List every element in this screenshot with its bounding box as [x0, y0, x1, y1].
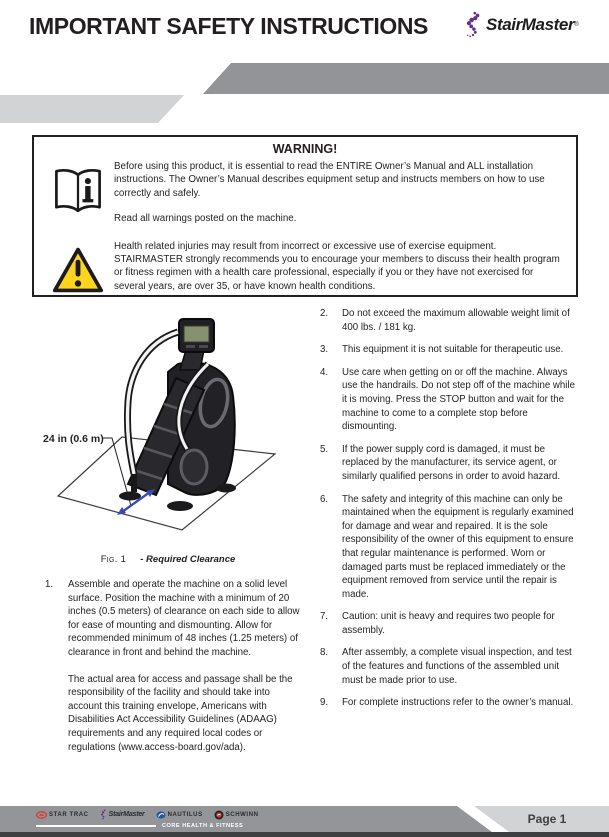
list-text: If the power supply cord is damaged, it must be replaced by the manufacturer, its service agent, or similarly qualified persons in order to avoid hazard.	[342, 443, 561, 482]
figure-caption-label: Fig. 1	[100, 554, 127, 565]
footer-bottom-strip	[0, 832, 609, 837]
list-item-1	[32, 578, 304, 660]
dimension-label: 24 in (0.6 m)	[43, 433, 104, 445]
warning-manual-text	[114, 160, 564, 226]
page-number: Page 1	[527, 812, 567, 826]
list-number: 4.	[320, 366, 329, 378]
list-item-1-continued: The actual area for access and passage shall be the responsibility of the facility and should take into account this training envelope, Americans with Disabilities Act Accessibility Guidelines (ADAAG) requirements and any required local codes or regulations (www.access-board.gov/ada).	[68, 673, 293, 753]
list-item-3	[318, 343, 578, 357]
list-text: Caution: unit is heavy and requires two people for assembly.	[342, 611, 555, 636]
warning-health-row	[46, 240, 564, 294]
stepmill-machine-drawing	[119, 319, 236, 511]
brand-nautilus: NAUTILUS	[156, 810, 203, 820]
stairmaster-logo-text: StairMaster	[486, 15, 575, 34]
page-title: IMPORTANT SAFETY INSTRUCTIONS	[29, 13, 428, 39]
star-trac-icon	[36, 811, 47, 819]
decorative-band-light	[0, 95, 609, 123]
stairmaster-logo	[463, 9, 579, 41]
list-text: Do not exceed the maximum allowable weight limit of 400 lbs. / 181 kg.	[342, 308, 570, 333]
list-number: 9.	[320, 697, 329, 709]
footer-brand-row	[36, 809, 259, 820]
warning-box	[32, 135, 578, 297]
warning-manual-row	[46, 160, 564, 226]
list-number: 8.	[320, 647, 329, 659]
brand-star-trac: STAR TRAC	[36, 811, 89, 819]
list-number: 2.	[320, 308, 329, 319]
list-text: This equipment it is not suitable for therapeutic use.	[342, 344, 564, 356]
brand-schwinn: SCHWINN	[214, 810, 259, 820]
stairmaster-swirl-icon	[463, 9, 483, 41]
warning-para-2: Read all warnings posted on the machine.	[114, 213, 297, 225]
list-number: 5.	[320, 443, 329, 455]
list-item-9	[318, 696, 578, 710]
decorative-band-dark	[0, 63, 609, 94]
list-item-5	[318, 443, 578, 484]
warning-triangle-icon	[50, 246, 106, 294]
list-text: Use care when getting on or off the machine. Always use the handrails. Do not step off of the machine while it is moving. Press the STOP button and wait for the machine to come to a complete stop before dismounting.	[342, 366, 576, 433]
schwinn-icon	[214, 810, 224, 820]
nautilus-icon	[156, 810, 166, 820]
list-item-6	[318, 493, 578, 602]
warning-para-1: Before using this product, it is essential to read the ENTIRE Owner’s Manual and ALL installation instructions. The Owner’s Manual describes equipment setup and instructs members on how to use correctly and safely.	[114, 161, 545, 199]
list-text: The safety and integrity of this machine can only be maintained when the equipment is regularly examined for damage and wear and repaired. It is the sole responsibility of the owner of this equipment to ensure that regular maintenance is performed. Worn or damaged parts must be replaced immediately or the equipment removed from service until the repair is made.	[342, 493, 574, 600]
owners-manual-book-icon	[50, 166, 106, 216]
list-number: 3.	[320, 344, 329, 356]
footer-divider-line	[36, 825, 156, 827]
warning-health-text	[114, 240, 564, 294]
instructions-right-column	[318, 307, 578, 719]
stairmaster-mini-icon	[100, 809, 107, 820]
warning-para-3: Health related injuries may result from incorrect or excessive use of exercise equipment. STAIRMASTER strongly recommends you to encourage your members to discuss their health program or fitness regimen with a health care professional, especially if you or they have not exercised for several years, are over 35, or have known health conditions.	[114, 240, 560, 292]
warning-heading: WARNING!	[272, 142, 338, 156]
figure-caption	[32, 554, 304, 565]
footer-tagline-row	[36, 823, 243, 829]
list-item-8	[318, 646, 578, 687]
list-item-2	[318, 307, 578, 334]
list-item-4	[318, 366, 578, 434]
figure-caption-title: - Required Clearance	[140, 554, 236, 565]
footer-bar	[0, 806, 609, 832]
list-text: Assemble and operate the machine on a solid level surface. Position the machine with a minimum of 20 inches (0.5 meters) of clearance on each side to allow for ease of mounting and dismounting. Allow for recommended minimum of 48 inches (1.25 meters) of clearance in front and behind the machine.	[68, 579, 300, 658]
footer-tagline: CORE HEALTH & FITNESS	[162, 823, 244, 829]
list-item-7	[318, 610, 578, 637]
list-text: For complete instructions refer to the owner’s manual.	[342, 697, 574, 709]
list-number: 7.	[320, 611, 329, 623]
brand-stairmaster: StairMaster	[100, 809, 145, 820]
list-number: 6.	[320, 493, 329, 505]
instructions-left-column	[32, 578, 304, 754]
registered-mark: ®	[574, 22, 579, 28]
machine-clearance-figure	[30, 302, 310, 554]
list-text: After assembly, a complete visual inspection, and test of the features and functions of the assembled unit must be made prior to use.	[342, 647, 572, 686]
list-number: 1.	[45, 579, 54, 590]
